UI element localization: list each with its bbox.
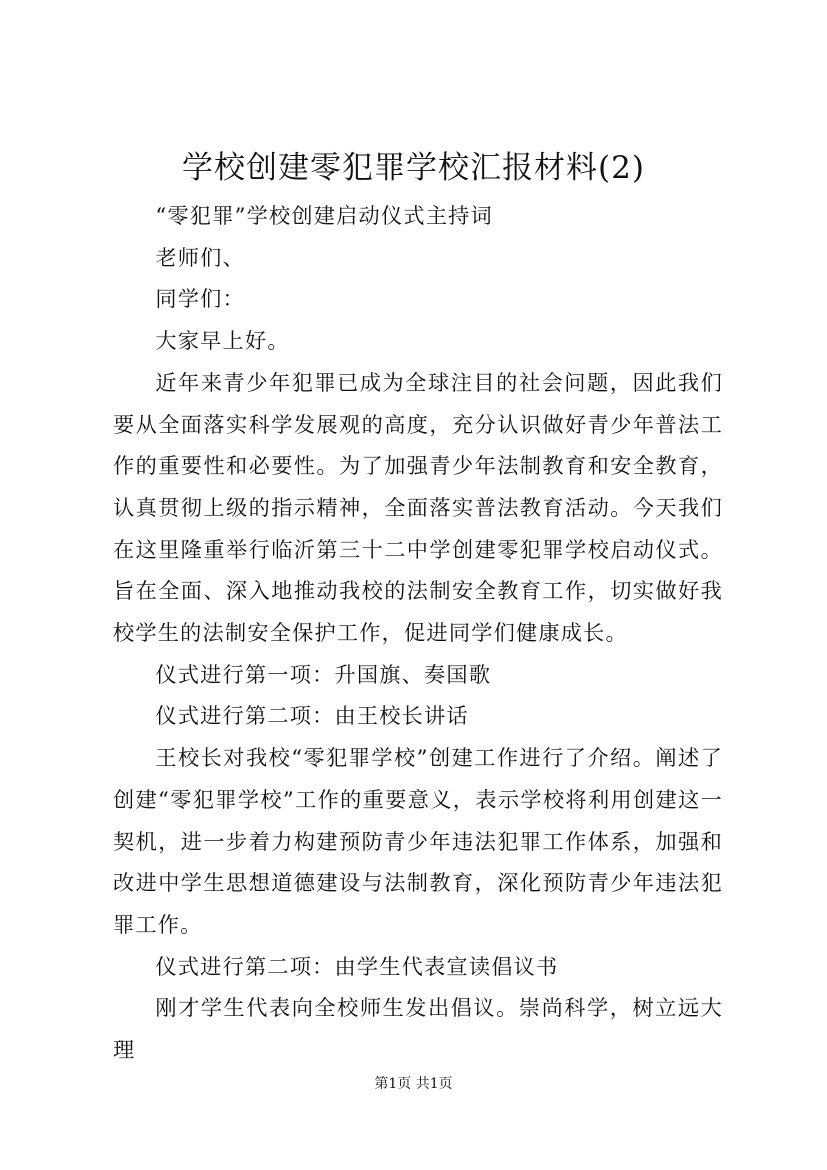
paragraph-good-morning: 大家早上好。 <box>155 328 290 354</box>
paragraph-greeting-students: 同学们： <box>155 286 245 312</box>
paragraph-item-two: 仪式进行第二项：由王校长讲话 <box>155 703 469 729</box>
paragraph-introduction: 近年来青少年犯罪已成为全球注目的社会问题，因此我们要从全面落实科学发展观的高度，充分认识做好青少年普法工作的重要性和必要性。为了加强青少年法制教育和安全教育，认真贯彻上级的指示精神，全面落实普法教育活动。今天我们在这里隆重举行临沂第三十二中学创建零犯罪学校启动仪式。旨在全面、深入地推动我校的法制安全教育工作，切实做好我校学生的法制安全保护工作，促进同学们健康成长。 <box>113 369 723 646</box>
paragraph-item-three: 仪式进行第二项：由学生代表宣读倡议书 <box>155 953 559 979</box>
document-title: 学校创建零犯罪学校汇报材料(2) <box>182 150 645 186</box>
paragraph-greeting-teachers: 老师们、 <box>155 244 245 270</box>
paragraph-student-proposal: 刚才学生代表向全校师生发出倡议。崇尚科学，树立远大理 <box>113 995 723 1063</box>
document-body <box>113 195 723 1071</box>
paragraph-item-one: 仪式进行第一项：升国旗、奏国歌 <box>155 661 492 687</box>
paragraph-ceremony-heading: “零犯罪”学校创建启动仪式主持词 <box>155 203 493 228</box>
page-footer: 第1页 共1页 <box>374 1076 453 1092</box>
paragraph-principal-speech: 王校长对我校“零犯罪学校”创建工作进行了介绍。阐述了创建“零犯罪学校”工作的重要意义，表示学校将利用创建这一契机，进一步着力构建预防青少年违法犯罪工作体系，加强和改进中学生思想道德建设与法制教育，深化预防青少年违法犯罪工作。 <box>113 745 723 937</box>
